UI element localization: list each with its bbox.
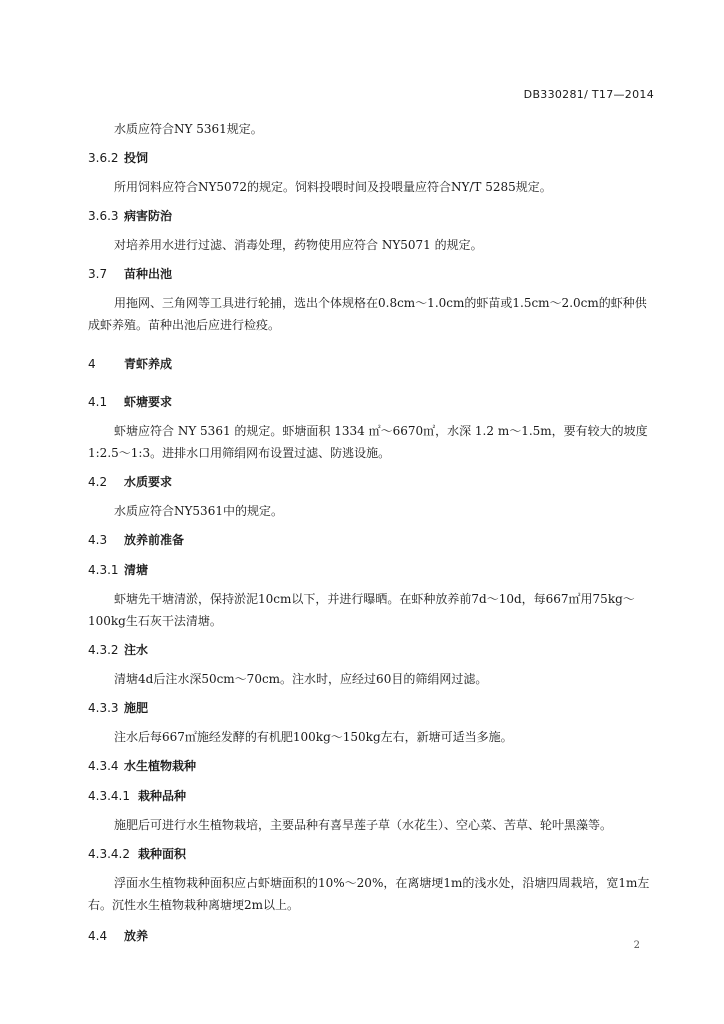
section-heading-4-1 xyxy=(88,392,658,412)
section-number: 4.3.4.1 xyxy=(88,789,130,803)
section-heading-3-6-2 xyxy=(88,148,658,168)
section-title: 放养前准备 xyxy=(124,533,185,547)
section-title: 病害防治 xyxy=(124,209,173,223)
section-title: 放养 xyxy=(124,929,149,943)
paragraph: 所用饲料应符合NY5072的规定。饲料投喂时间及投喂量应符合NY/T 5285规定。 xyxy=(114,180,552,194)
paragraph: 对培养用水进行过滤、消毒处理，药物使用应符合 NY5071 的规定。 xyxy=(114,238,483,252)
paragraph: 虾塘应符合 NY 5361 的规定。虾塘面积 1334 ㎡～6670㎡，水深 1.2 m～1.5m，要有较大的坡度 1:2.5～1:3。进排水口用筛绢网布设置过滤、防逃设施。 xyxy=(88,424,648,460)
section-title: 施肥 xyxy=(124,701,149,715)
section-heading-4-3-4-1 xyxy=(88,786,658,806)
section-number: 4.1 xyxy=(88,395,108,409)
document-code-header: DB330281/ T17—2014 xyxy=(523,88,654,101)
section-number: 4.4 xyxy=(88,929,108,943)
section-heading-3-6-3 xyxy=(88,206,658,226)
section-heading-4-3-2 xyxy=(88,640,658,660)
section-title: 投饲 xyxy=(124,151,149,165)
paragraph: 用拖网、三角网等工具进行轮捕，选出个体规格在0.8cm～1.0cm的虾苗或1.5cm～2.0cm的虾种供成虾养殖。苗种出池后应进行检疫。 xyxy=(88,296,647,332)
paragraph: 清塘4d后注水深50cm～70cm。注水时，应经过60目的筛绢网过滤。 xyxy=(114,672,488,686)
document-body xyxy=(88,118,658,946)
section-number: 3.7 xyxy=(88,267,108,281)
section-heading-4-3-3 xyxy=(88,698,658,718)
section-number: 4 xyxy=(88,357,96,371)
section-title: 注水 xyxy=(124,643,149,657)
section-heading-3-7 xyxy=(88,264,658,284)
section-number: 4.2 xyxy=(88,475,108,489)
section-heading-4-4 xyxy=(88,926,658,946)
section-title: 水生植物栽种 xyxy=(124,759,197,773)
section-number: 4.3 xyxy=(88,533,108,547)
section-heading-4-3 xyxy=(88,530,658,550)
section-title: 清塘 xyxy=(124,563,149,577)
section-title: 虾塘要求 xyxy=(124,395,173,409)
paragraph: 施肥后可进行水生植物栽培，主要品种有喜旱莲子草（水花生）、空心菜、苦草、轮叶黑藻等。 xyxy=(114,818,613,832)
section-number: 4.3.2 xyxy=(88,643,119,657)
section-number: 4.3.4 xyxy=(88,759,119,773)
section-heading-4-3-4 xyxy=(88,756,658,776)
section-title: 栽种品种 xyxy=(138,789,187,803)
section-heading-4-3-4-2 xyxy=(88,844,658,864)
section-heading-4-3-1 xyxy=(88,560,658,580)
paragraph: 水质应符合NY 5361规定。 xyxy=(114,122,263,136)
section-number: 4.3.1 xyxy=(88,563,119,577)
section-heading-4-2 xyxy=(88,472,658,492)
section-title: 苗种出池 xyxy=(124,267,173,281)
page-number: 2 xyxy=(633,940,640,951)
section-number: 3.6.2 xyxy=(88,151,119,165)
section-number: 4.3.3 xyxy=(88,701,119,715)
section-heading-4 xyxy=(88,354,658,374)
paragraph: 虾塘先干塘清淤，保持淤泥10cm以下，并进行曝晒。在虾种放养前7d～10d，每667㎡用75kg～100kg生石灰干法清塘。 xyxy=(88,592,635,628)
section-number: 3.6.3 xyxy=(88,209,119,223)
section-number: 4.3.4.2 xyxy=(88,847,130,861)
section-title: 栽种面积 xyxy=(138,847,187,861)
paragraph: 注水后每667㎡施经发酵的有机肥100kg～150kg左右，新塘可适当多施。 xyxy=(114,730,513,744)
paragraph: 水质应符合NY5361中的规定。 xyxy=(114,504,283,518)
section-title: 水质要求 xyxy=(124,475,173,489)
paragraph: 浮面水生植物栽种面积应占虾塘面积的10%～20%，在离塘埂1m的浅水处，沿塘四周栽培，宽1m左右。沉性水生植物栽种离塘埂2m以上。 xyxy=(88,876,650,912)
section-title: 青虾养成 xyxy=(124,357,173,371)
